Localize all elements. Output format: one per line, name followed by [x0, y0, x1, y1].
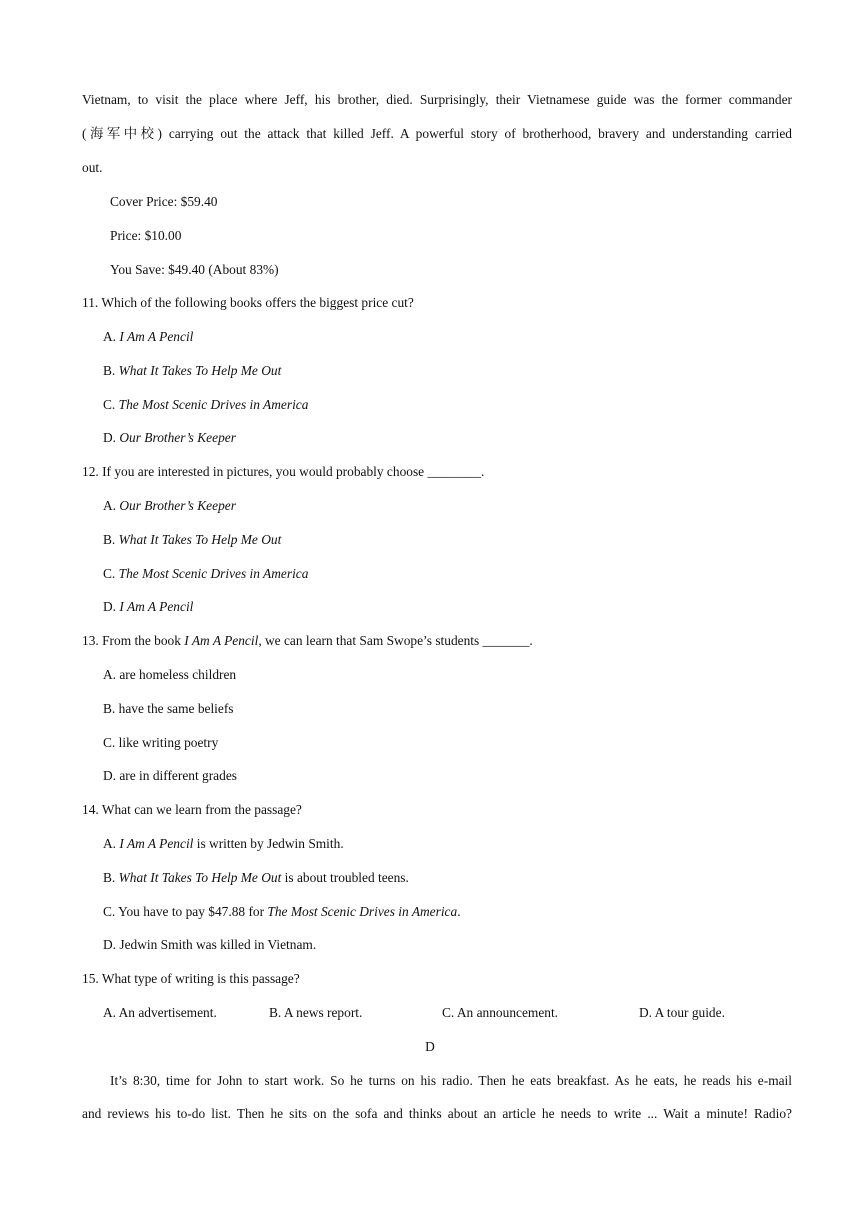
q13-option-b: B. have the same beliefs — [103, 701, 234, 716]
q13-option-a: A. are homeless children — [103, 667, 237, 682]
question-12-stem: 12. If you are interested in pictures, you would probably choose ________. — [82, 464, 485, 479]
section-d-heading: D — [425, 1039, 435, 1054]
q14-option-a: A. I Am A Pencil is written by Jedwin Smith. — [103, 836, 344, 851]
q14-option-c: C. You have to pay $47.88 for The Most Scenic Drives in America. — [103, 904, 461, 919]
q12-option-b: B. What It Takes To Help Me Out — [103, 532, 282, 547]
q11-option-a: A. I Am A Pencil — [103, 329, 194, 344]
q15-option-d: D. A tour guide. — [639, 1005, 725, 1020]
passage-line-1: Vietnam, to visit the place where Jeff, his brother, died. Surprisingly, their Vietnamese guide was the former commander — [82, 92, 792, 107]
section-d-line-1: It’s 8:30, time for John to start work. So he turns on his radio. Then he eats breakfast. As he eats, he reads his e-mail — [110, 1073, 792, 1088]
q12-option-a: A. Our Brother’s Keeper — [103, 498, 236, 513]
q15-option-c: C. An announcement. — [442, 1005, 559, 1020]
passage-line-3: out. — [82, 160, 103, 175]
q11-option-d: D. Our Brother’s Keeper — [103, 430, 236, 445]
q14-option-b: B. What It Takes To Help Me Out is about troubled teens. — [103, 870, 409, 885]
q14-option-d: D. Jedwin Smith was killed in Vietnam. — [103, 937, 317, 952]
question-15-stem: 15. What type of writing is this passage? — [82, 971, 300, 986]
question-14-stem: 14. What can we learn from the passage? — [82, 802, 302, 817]
q11-option-c: C. The Most Scenic Drives in America — [103, 397, 309, 412]
q13-option-c: C. like writing poetry — [103, 735, 219, 750]
q12-option-d: D. I Am A Pencil — [103, 599, 194, 614]
you-save: You Save: $49.40 (About 83%) — [110, 262, 279, 277]
q12-option-c: C. The Most Scenic Drives in America — [103, 566, 309, 581]
cover-price: Cover Price: $59.40 — [110, 194, 218, 209]
q15-option-a: A. An advertisement. — [103, 1005, 217, 1020]
question-13-stem: 13. From the book I Am A Pencil, we can learn that Sam Swope’s students _______. — [82, 633, 533, 648]
section-d-line-2: and reviews his to-do list. Then he sits on the sofa and thinks about an article he needs to write ... Wait a minute! Radio? — [82, 1106, 792, 1121]
sale-price: Price: $10.00 — [110, 228, 182, 243]
passage-line-2: (海军中校) carrying out the attack that killed Jeff. A powerful story of brotherhood, bravery and understanding carried — [82, 126, 792, 141]
question-11-stem: 11. Which of the following books offers the biggest price cut? — [82, 295, 414, 310]
q11-option-b: B. What It Takes To Help Me Out — [103, 363, 282, 378]
q15-option-b: B. A news report. — [269, 1005, 363, 1020]
q13-option-d: D. are in different grades — [103, 768, 237, 783]
